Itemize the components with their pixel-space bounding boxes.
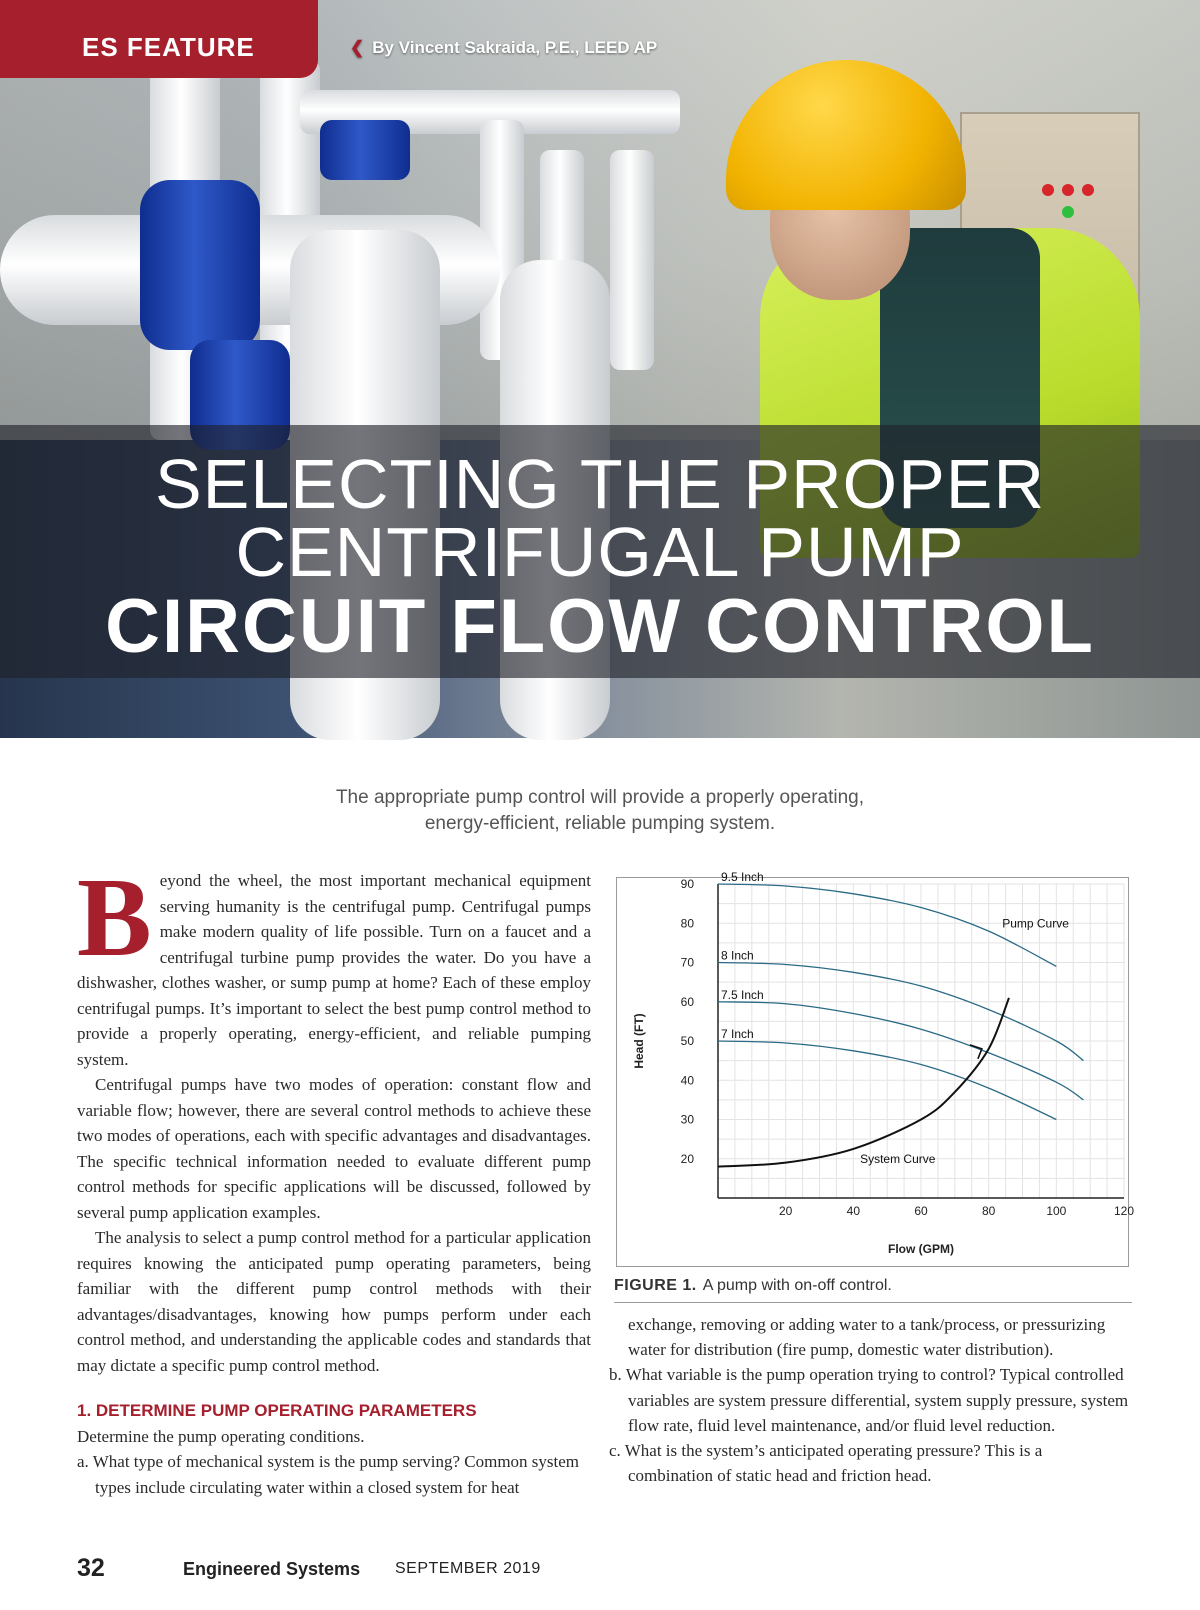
article-column-right [609,1312,1131,1488]
article-column-left [77,856,591,1500]
headline-line-1: SELECTING THE PROPER [154,445,1045,523]
figure-caption-text: A pump with on-off control. [702,1277,892,1294]
y-tick-label: 60 [680,994,694,1009]
list-item-a-continued: exchange, removing or adding water to a tank/process, or pressurizing water for distribution (fire pump, domestic water distribution). [628,1315,1106,1360]
system-curve-line [718,998,1009,1167]
series-label: 8 Inch [721,948,754,963]
list-item-b: b. What variable is the pump operation trying to control? Typical controlled variables are system pressure differential, system supply pressure, system flow rate, fluid level maintenance, and/or fluid level reduction. [609,1365,1129,1435]
series-label: 7 Inch [721,1027,754,1041]
indicator-light [1082,184,1094,196]
y-tick-label: 20 [680,1151,694,1166]
list-item-c: c. What is the system’s anticipated operating pressure? This is a combination of static head and friction head. [609,1441,1043,1486]
page-footer [77,1554,777,1584]
paragraph-2: Centrifugal pumps have two modes of operation: constant flow and variable flow; however, there are several control methods to achieve these two modes of operations, each with specific advantages and disadvantages. The specific technical information needed to evaluate different pump control methods for specific applications will be discussed, followed by several pump application examples. [77,1075,591,1222]
pump-curve-line [718,963,1083,1061]
paragraph-1-text: eyond the wheel, the most important mechanical equipment serving humanity is the centrifugal pump. Centrifugal pumps make modern quality of life possible. Turn on a faucet and a centrifugal turbine pump provides the water. Do you have a dishwasher, clothes washer, or sump pump at home? Each of these employ centrifugal pumps. It’s important to select the best pump control method to provide a properly operating, energy-efficient, and reliable pumping system. [77,871,591,1069]
drop-cap: B [77,856,152,980]
section-tag [0,0,318,78]
page-number: 32 [77,1554,105,1582]
list-item-a: a. What type of mechanical system is the pump serving? Common system types include circulating water within a closed system for heat [77,1452,580,1497]
y-tick-label: 40 [680,1073,694,1088]
y-axis-label: Head (FT) [632,1013,646,1069]
byline [350,38,657,58]
headline-line-3: CIRCUIT FLOW CONTROL [105,584,1095,669]
deck-line-1: The appropriate pump control will provide a properly operating, [335,787,865,808]
x-tick-label: 80 [981,1204,996,1218]
figure-rule [614,1302,1132,1303]
system-curve-annotation: System Curve [860,1151,936,1166]
indicator-light [1062,184,1074,196]
indicator-light [1042,184,1054,196]
pump-curve-annotation: Pump Curve [1002,916,1069,931]
magazine-name: Engineered Systems [183,1559,361,1579]
figure-caption [614,1277,1132,1295]
y-tick-label: 80 [680,916,694,931]
x-tick-label: 60 [914,1204,928,1218]
issue-date: SEPTEMBER 2019 [395,1560,541,1577]
paragraph-1 [77,856,591,1072]
headline-line-2: CENTRIFUGAL PUMP [235,513,965,591]
series-label: 7.5 Inch [721,987,764,1002]
x-axis-label: Flow (GPM) [888,1242,954,1256]
figure-label: FIGURE 1. [614,1277,697,1294]
pump-curve-line [718,1002,1083,1100]
white-pipe [610,150,654,370]
deck-line-2: energy-efficient, reliable pumping system. [424,813,776,834]
x-tick-label: 100 [1046,1204,1067,1218]
indicator-light [1062,206,1074,218]
y-tick-label: 30 [680,1112,694,1127]
paragraph-3: The analysis to select a pump control method for a particular application requires knowing the anticipated pump operating parameters, being familiar with the different pump control methods with their advantages/disadvantages, knowing how pumps perform under each control method, and understanding the applicable codes and standards that may dictate a specific pump control method. [77,1228,591,1375]
pump-curve-chart [617,870,1135,1268]
section-heading: 1. DETERMINE PUMP OPERATING PARAMETERS [77,1401,477,1420]
series-label: 9.5 Inch [721,870,764,884]
x-tick-label: 40 [846,1204,861,1218]
section-intro: Determine the pump operating conditions. [77,1426,365,1446]
y-tick-label: 90 [680,877,694,891]
figure-1 [616,870,1135,1267]
deck [250,785,950,837]
byline-text: By Vincent Sakraida, P.E., LEED AP [372,38,658,57]
x-tick-label: 20 [778,1204,793,1218]
x-tick-label: 120 [1113,1204,1135,1218]
blue-valve [320,120,410,180]
y-tick-label: 70 [680,955,694,970]
blue-valve [140,180,260,350]
y-tick-label: 50 [680,1034,694,1048]
chevron-left-icon: ❮ [350,38,365,57]
section-tag-label: ES FEATURE [82,32,255,62]
